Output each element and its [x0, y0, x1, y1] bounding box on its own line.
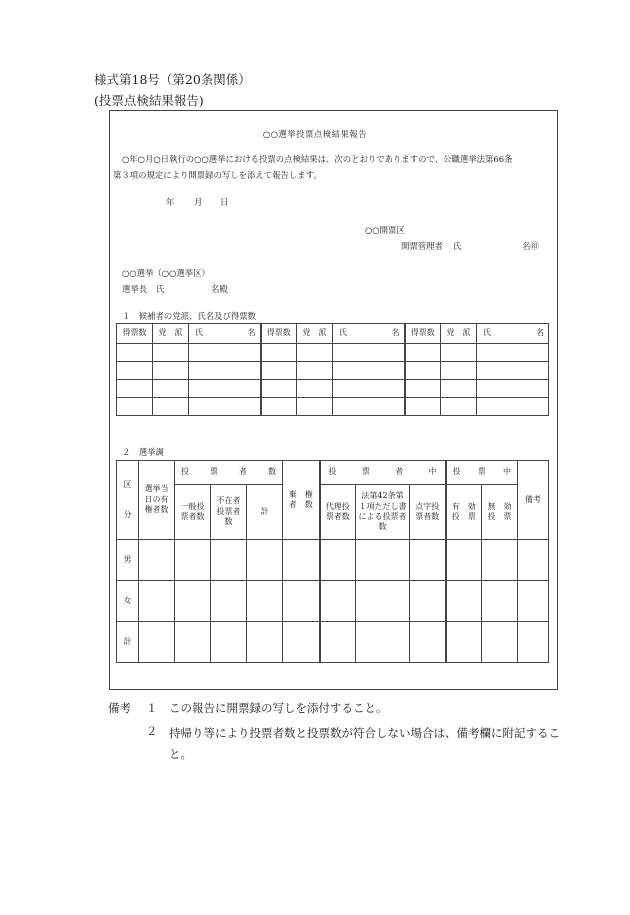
- addressee-election: ○○選挙（○○選挙区）: [122, 268, 210, 278]
- manager-name-prefix: 氏: [453, 241, 462, 251]
- article42-voters-header: 法第42条第１項ただし書による投票者数: [356, 485, 410, 540]
- votes-header: 得票数: [261, 324, 297, 344]
- row-label-female: 女: [117, 581, 139, 622]
- election-survey-table: [116, 460, 549, 663]
- absentee-voters-header: 不在者投票者数: [211, 485, 247, 540]
- abstention-header: 棄 権者 数: [283, 461, 320, 540]
- table-row: [117, 622, 549, 663]
- addressee-name-suffix: 名殿: [211, 284, 228, 294]
- general-voters-header: 一般投票者数: [175, 485, 211, 540]
- among-voters-group-header: 投 票 者 中: [320, 461, 446, 485]
- votes-header: 得票数: [117, 324, 153, 344]
- section1-heading: １ 候補者の党派、氏名及び得票数: [122, 311, 256, 321]
- table-row: [117, 398, 549, 416]
- name-header: 氏 名: [189, 324, 261, 344]
- date-month: 月: [194, 197, 203, 207]
- category-header: 区 分: [117, 461, 139, 540]
- manager-label: 開票管理者: [401, 241, 443, 251]
- survey-header-row-1: [117, 461, 549, 485]
- form-title: (投票点検結果報告): [94, 93, 204, 108]
- report-title: ○○選挙投票点検結果報告: [262, 129, 368, 139]
- note-1-text: この報告に開票録の写しを添付すること。: [169, 701, 388, 715]
- note-2-number: ２: [146, 724, 158, 738]
- among-ballots-group-header: 投 票 中: [446, 461, 518, 485]
- invalid-ballots-header: 無 効投 票: [482, 485, 518, 540]
- voters-group-header: 投 票 者 数: [175, 461, 283, 485]
- proxy-voters-header: 代理投票者数: [320, 485, 356, 540]
- name-header: 氏 名: [477, 324, 549, 344]
- candidate-header-row: [117, 324, 549, 344]
- note-1-number: １: [146, 701, 158, 715]
- valid-ballots-header: 有 効投 票: [446, 485, 482, 540]
- counting-district: ○○開票区: [365, 225, 405, 235]
- remarks-header: 備考: [518, 461, 549, 540]
- addressee-name-prefix: 氏: [156, 284, 165, 294]
- table-row: [117, 362, 549, 380]
- row-label-total: 計: [117, 622, 139, 663]
- survey-header-row-2: [117, 485, 549, 540]
- voters-total-header: 計: [247, 485, 283, 540]
- note-2-text: 持帰り等により投票者数と投票数が符合しない場合は、備考欄に附記すること。: [169, 726, 560, 761]
- party-header: 党 派: [153, 324, 189, 344]
- table-row: [117, 540, 549, 581]
- addressee-chair: 選挙長: [122, 284, 148, 294]
- section2-heading: ２ 選挙調: [122, 447, 164, 457]
- date-year: 年: [166, 197, 175, 207]
- braille-voters-header: 点字投票者数: [410, 485, 446, 540]
- notes-label: 備考: [108, 701, 131, 715]
- candidate-table: [116, 323, 549, 416]
- party-header: 党 派: [441, 324, 477, 344]
- row-label-male: 男: [117, 540, 139, 581]
- eligible-voters-header: 選挙当日の有権者数: [139, 461, 175, 540]
- name-header: 氏 名: [333, 324, 405, 344]
- party-header: 党 派: [297, 324, 333, 344]
- votes-header: 得票数: [405, 324, 441, 344]
- table-row: [117, 581, 549, 622]
- table-row: [117, 344, 549, 362]
- report-body-line1: ○年○月○日執行の○○選挙における投票の点検結果は、次のとおりでありますので、公職選挙法第66条: [122, 154, 513, 164]
- manager-name-suffix: 名㊞: [522, 241, 539, 251]
- table-row: [117, 380, 549, 398]
- report-body-line2: 第３項の規定により開票録の写しを添えて報告します。: [113, 170, 322, 180]
- date-day: 日: [220, 197, 229, 207]
- form-number: 様式第18号（第20条関係）: [94, 72, 251, 87]
